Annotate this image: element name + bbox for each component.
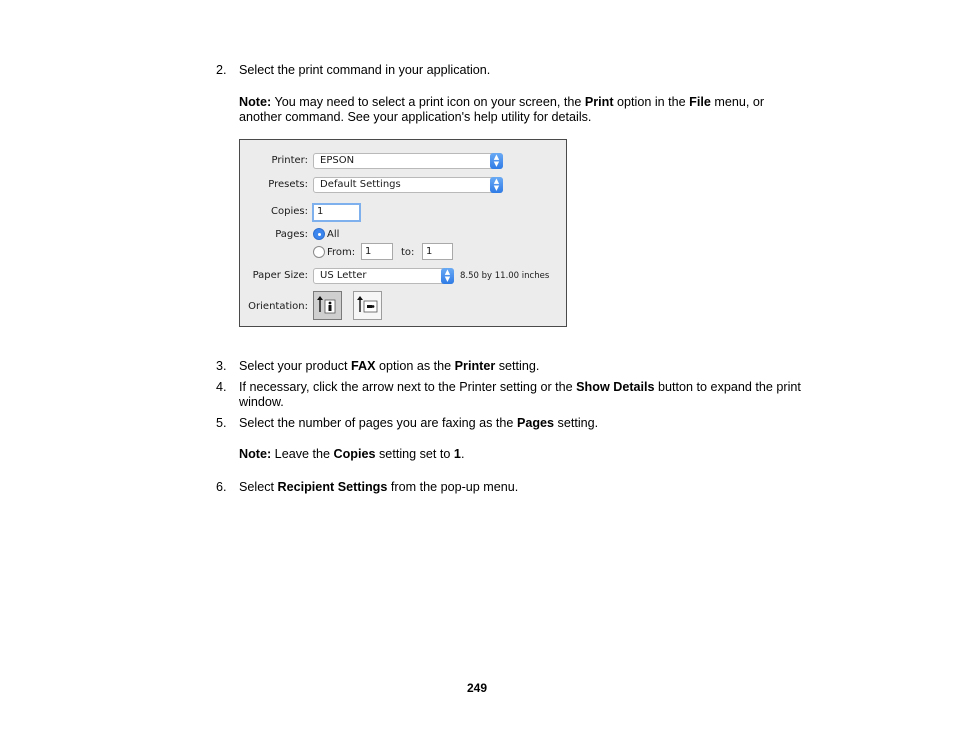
- step-number: 4.: [216, 380, 227, 394]
- print-dialog: [239, 139, 567, 327]
- pages-from-field[interactable]: 1: [361, 243, 393, 260]
- chevron-updown-icon: ▲ ▼: [490, 177, 503, 193]
- copies-label: Copies:: [271, 206, 308, 217]
- landscape-button[interactable]: [353, 291, 382, 320]
- pages-all-radio[interactable]: [313, 228, 325, 240]
- landscape-icon: [354, 292, 381, 319]
- step-number: 2.: [216, 63, 227, 77]
- step-text: Select your product FAX option as the Printer setting.: [239, 359, 540, 373]
- note-print-icon: Note: You may need to select a print icon on your screen, the Print option in the File menu, or another command. See your application's help utility for details.: [239, 95, 765, 124]
- paper-size-label: Paper Size:: [252, 270, 308, 281]
- portrait-button[interactable]: [313, 291, 342, 320]
- chevron-updown-icon: ▲ ▼: [441, 268, 454, 284]
- printer-popup[interactable]: EPSON ▲ ▼: [313, 153, 503, 169]
- copies-field[interactable]: 1: [312, 203, 361, 222]
- pages-from-radio[interactable]: [313, 246, 325, 258]
- presets-label: Presets:: [268, 179, 308, 190]
- step-number: 3.: [216, 359, 227, 373]
- pages-to-field[interactable]: 1: [422, 243, 453, 260]
- pages-label: Pages:: [275, 229, 308, 240]
- step-number: 6.: [216, 480, 227, 494]
- printer-label: Printer:: [271, 155, 308, 166]
- portrait-icon: [314, 292, 341, 319]
- step-number: 5.: [216, 416, 227, 430]
- pages-from-label: From:: [327, 247, 356, 258]
- paper-dimensions: 8.50 by 11.00 inches: [460, 271, 550, 281]
- step-text: If necessary, click the arrow next to the Printer setting or the Show Details button to expand the print window.: [239, 380, 801, 409]
- pages-all-label: All: [327, 229, 340, 240]
- orientation-label: Orientation:: [248, 301, 308, 312]
- step-text: Select the number of pages you are faxing as the Pages setting.: [239, 416, 599, 430]
- step-text: Select the print command in your application.: [239, 63, 491, 77]
- page-number: 249: [466, 681, 488, 695]
- presets-popup[interactable]: Default Settings ▲ ▼: [313, 177, 503, 193]
- paper-size-popup[interactable]: US Letter ▲ ▼: [313, 268, 454, 284]
- chevron-updown-icon: ▲ ▼: [490, 153, 503, 169]
- note-copies: Note: Leave the Copies setting set to 1.: [239, 447, 465, 461]
- step-text: Select Recipient Settings from the pop-up menu.: [239, 480, 519, 494]
- pages-to-label: to:: [401, 247, 415, 258]
